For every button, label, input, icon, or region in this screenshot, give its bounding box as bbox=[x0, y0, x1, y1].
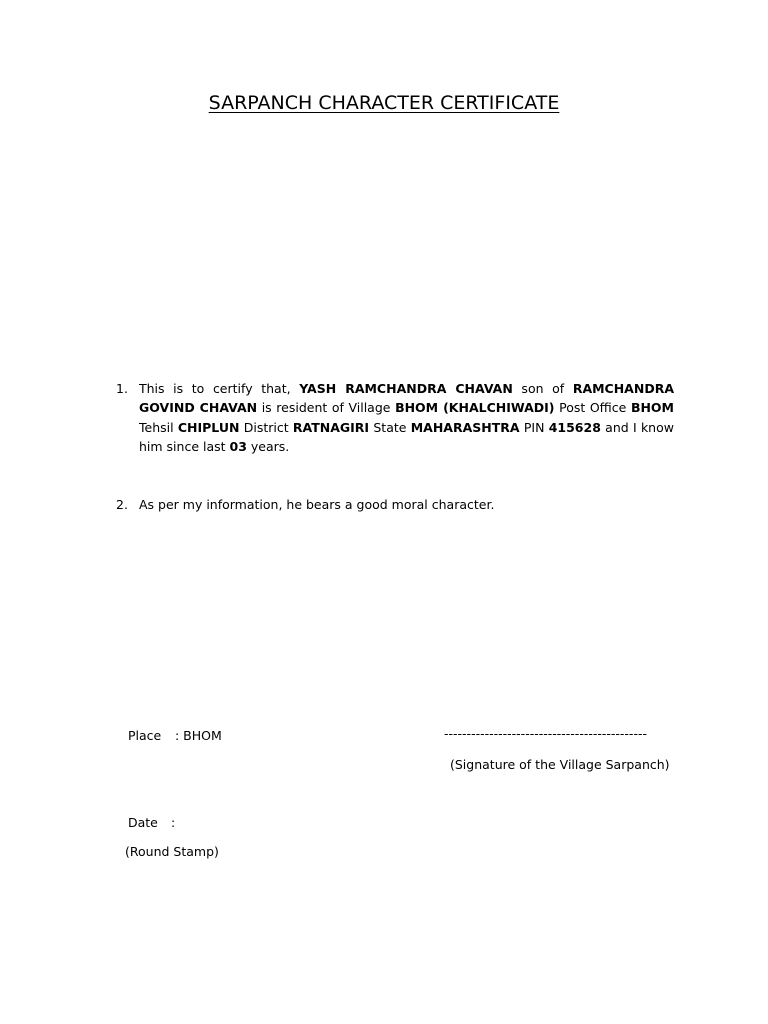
p1-text-9: and I know him since last bbox=[139, 419, 674, 454]
place-label: Place bbox=[128, 728, 162, 743]
date-colon: : bbox=[171, 815, 176, 830]
p1-text-7: State bbox=[369, 419, 411, 435]
signature-caption: (Signature of the Village Sarpanch) bbox=[450, 757, 670, 772]
paragraph-1-number: 1. bbox=[116, 381, 128, 396]
p1-text-3: is resident of Village bbox=[257, 400, 396, 416]
district-name: RATNAGIRI bbox=[292, 419, 370, 435]
date-label: Date bbox=[128, 815, 158, 830]
p1-text-4: Post Office bbox=[554, 400, 631, 416]
applicant-name: YASH RAMCHANDRA CHAVAN bbox=[299, 381, 513, 396]
round-stamp-label: (Round Stamp) bbox=[125, 844, 219, 859]
post-office-name: BHOM bbox=[630, 400, 674, 416]
paragraph-2 bbox=[116, 495, 674, 514]
tehsil-name: CHIPLUN bbox=[177, 419, 240, 435]
years-count: 03 bbox=[229, 438, 247, 454]
p1-text-1: This is to certify that, bbox=[139, 381, 300, 396]
pin-code: 415628 bbox=[548, 419, 601, 435]
p1-text-6: District bbox=[239, 419, 293, 435]
paragraph-2-body: As per my information, he bears a good moral character. bbox=[139, 497, 495, 512]
p1-text-2: son of bbox=[512, 381, 573, 396]
signature-line: --------------------------------------------- bbox=[444, 726, 647, 741]
p1-text-10: years. bbox=[246, 438, 290, 454]
paragraph-1 bbox=[116, 379, 674, 456]
paragraph-2-number: 2. bbox=[116, 497, 128, 512]
father-name: RAMCHANDRA GOVIND CHAVAN bbox=[139, 381, 674, 416]
place-value: : BHOM bbox=[175, 728, 222, 743]
paragraph-1-body bbox=[139, 379, 674, 456]
village-name: BHOM (KHALCHIWADI) bbox=[395, 400, 555, 416]
state-name: MAHARASHTRA bbox=[410, 419, 520, 435]
p1-text-5: Tehsil bbox=[139, 419, 178, 435]
p1-text-8: PIN bbox=[519, 419, 549, 435]
page-title: SARPANCH CHARACTER CERTIFICATE bbox=[208, 92, 560, 114]
